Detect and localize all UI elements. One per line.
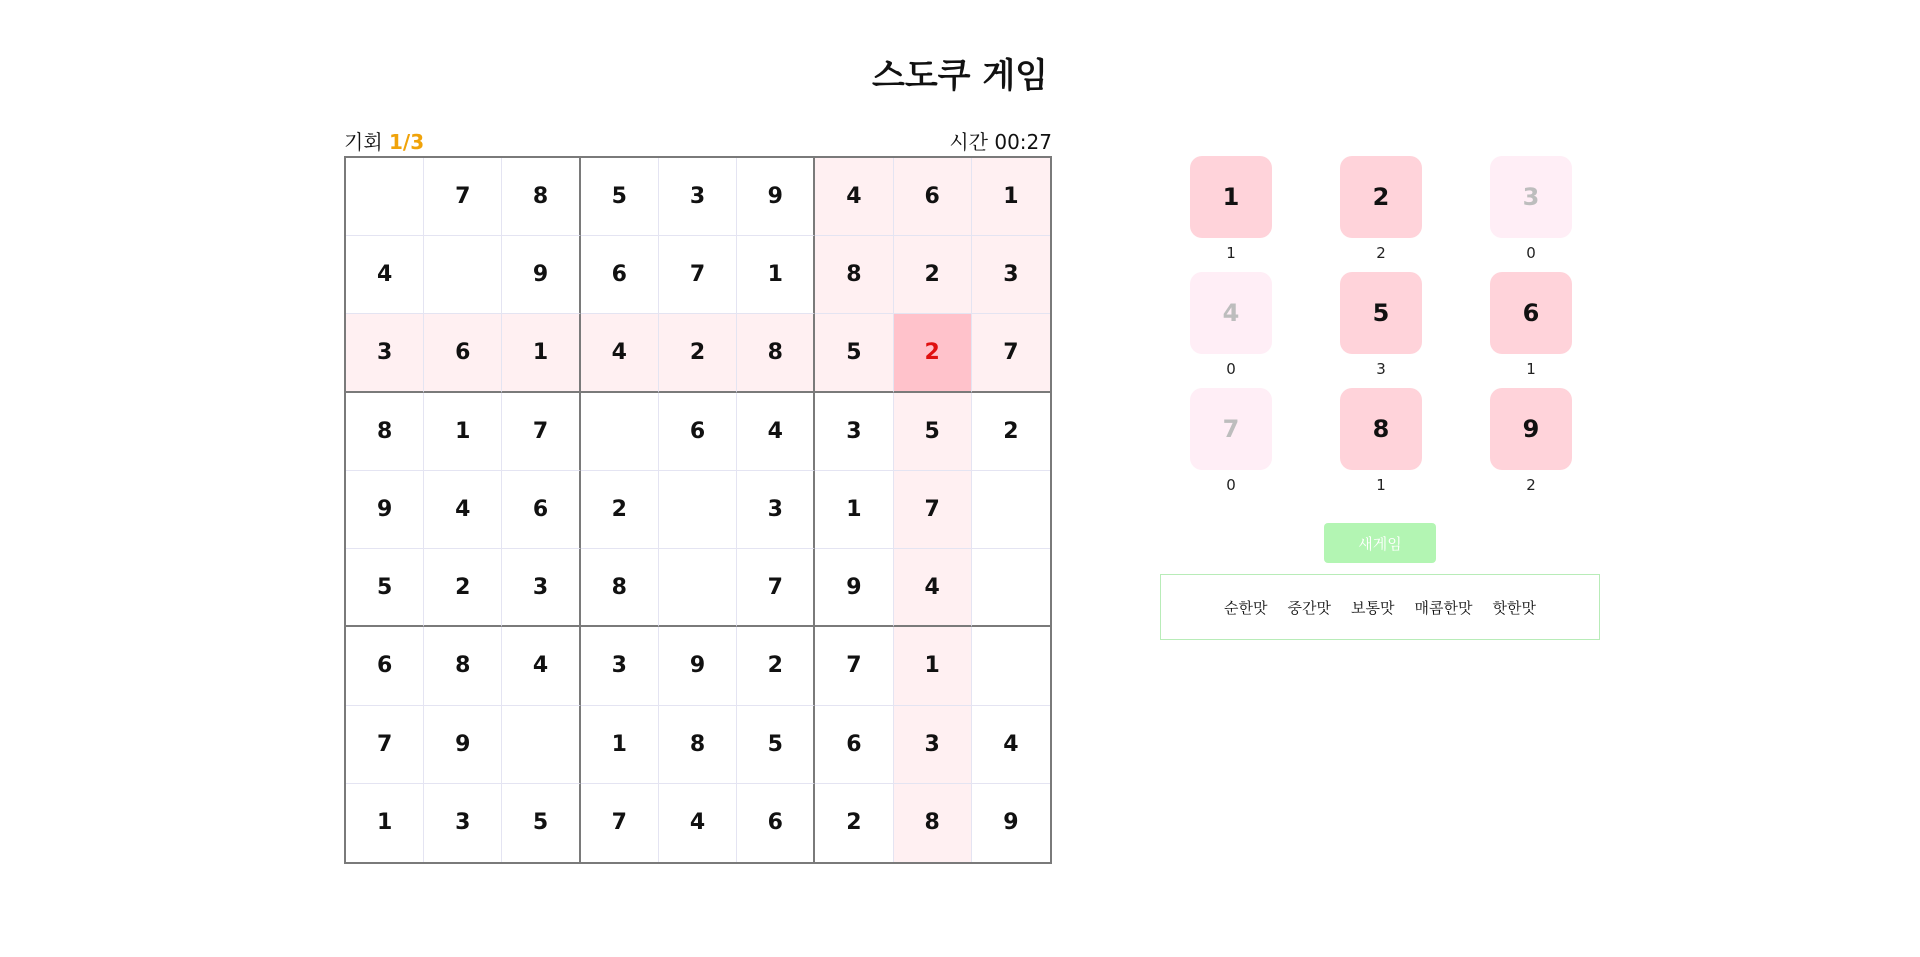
numpad-button-1[interactable]: 1 — [1190, 156, 1272, 238]
difficulty-option[interactable]: 중간맛 — [1287, 598, 1332, 617]
sudoku-cell[interactable]: 1 — [972, 158, 1050, 236]
numpad-button-4[interactable]: 4 — [1190, 272, 1272, 354]
new-game-button[interactable]: 새게임 — [1324, 523, 1436, 563]
page-title: 스도쿠 게임 — [871, 56, 1049, 96]
sudoku-cell[interactable]: 5 — [815, 314, 893, 392]
sudoku-cell[interactable] — [659, 471, 737, 549]
sudoku-cell[interactable]: 7 — [659, 236, 737, 314]
sudoku-cell[interactable]: 3 — [346, 314, 424, 392]
sudoku-cell[interactable]: 7 — [894, 471, 972, 549]
sudoku-cell[interactable]: 4 — [737, 393, 815, 471]
sudoku-cell[interactable]: 5 — [502, 784, 580, 862]
timer-label: 시간 — [949, 130, 988, 154]
sudoku-cell[interactable]: 6 — [502, 471, 580, 549]
numpad-button-9[interactable]: 9 — [1490, 388, 1572, 470]
sudoku-cell[interactable]: 9 — [502, 236, 580, 314]
sudoku-cell[interactable]: 9 — [424, 706, 502, 784]
sudoku-cell[interactable]: 6 — [894, 158, 972, 236]
sudoku-cell[interactable]: 4 — [424, 471, 502, 549]
sudoku-cell[interactable]: 7 — [424, 158, 502, 236]
sudoku-cell[interactable]: 7 — [972, 314, 1050, 392]
sudoku-cell[interactable]: 1 — [502, 314, 580, 392]
sudoku-cell[interactable] — [502, 706, 580, 784]
sudoku-cell[interactable]: 8 — [815, 236, 893, 314]
timer-status — [940, 126, 1052, 155]
sudoku-cell[interactable]: 2 — [737, 627, 815, 705]
sudoku-cell[interactable]: 1 — [737, 236, 815, 314]
sudoku-cell[interactable]: 5 — [581, 158, 659, 236]
numpad-button-5[interactable]: 5 — [1340, 272, 1422, 354]
numpad-item — [1340, 272, 1422, 378]
sudoku-cell[interactable] — [972, 471, 1050, 549]
sudoku-cell[interactable]: 3 — [581, 627, 659, 705]
numpad-button-8[interactable]: 8 — [1340, 388, 1422, 470]
sudoku-cell[interactable] — [972, 627, 1050, 705]
difficulty-option[interactable]: 보통맛 — [1351, 598, 1395, 617]
sudoku-cell[interactable]: 2 — [581, 471, 659, 549]
numpad-item — [1490, 156, 1572, 262]
numpad-button-6[interactable]: 6 — [1490, 272, 1572, 354]
sudoku-cell[interactable]: 1 — [581, 706, 659, 784]
numpad-item — [1340, 156, 1422, 262]
difficulty-option[interactable]: 핫한맛 — [1492, 598, 1536, 617]
numpad-remaining-count: 1 — [1376, 476, 1386, 494]
sudoku-cell[interactable] — [581, 393, 659, 471]
sudoku-cell[interactable]: 6 — [815, 706, 893, 784]
sudoku-cell[interactable]: 6 — [424, 314, 502, 392]
sudoku-cell[interactable]: 1 — [346, 784, 424, 862]
numpad-remaining-count: 3 — [1376, 360, 1386, 378]
sudoku-cell[interactable]: 4 — [659, 784, 737, 862]
sudoku-cell[interactable] — [972, 549, 1050, 627]
sudoku-cell[interactable]: 2 — [424, 549, 502, 627]
numpad-remaining-count: 2 — [1376, 244, 1386, 262]
timer-value: 00:27 — [994, 130, 1052, 154]
difficulty-option[interactable]: 매콤한맛 — [1414, 598, 1473, 617]
sudoku-cell[interactable]: 3 — [972, 236, 1050, 314]
numpad-item — [1340, 388, 1422, 494]
numpad-remaining-count: 0 — [1526, 244, 1536, 262]
sudoku-cell[interactable]: 2 — [894, 236, 972, 314]
numpad-button-2[interactable]: 2 — [1340, 156, 1422, 238]
difficulty-levels — [1160, 574, 1600, 640]
sudoku-cell[interactable]: 3 — [737, 471, 815, 549]
difficulty-option[interactable]: 순한맛 — [1224, 598, 1268, 617]
sudoku-cell[interactable]: 8 — [346, 393, 424, 471]
sudoku-cell[interactable] — [659, 549, 737, 627]
chances-label: 기회 — [344, 130, 383, 154]
numpad-item — [1190, 388, 1272, 494]
sudoku-cell[interactable]: 4 — [581, 314, 659, 392]
sudoku-cell[interactable]: 5 — [346, 549, 424, 627]
sudoku-cell[interactable]: 8 — [659, 706, 737, 784]
numpad-item — [1190, 156, 1272, 262]
sudoku-cell[interactable]: 8 — [737, 314, 815, 392]
chances-status — [344, 126, 424, 155]
numpad-item — [1490, 388, 1572, 494]
sudoku-cell[interactable]: 3 — [659, 158, 737, 236]
sudoku-cell[interactable]: 6 — [659, 393, 737, 471]
sudoku-cell[interactable]: 5 — [894, 393, 972, 471]
sudoku-cell[interactable]: 1 — [815, 471, 893, 549]
sudoku-cell[interactable]: 7 — [581, 784, 659, 862]
sudoku-cell[interactable]: 8 — [894, 784, 972, 862]
numpad-remaining-count: 1 — [1526, 360, 1536, 378]
sudoku-cell[interactable]: 6 — [346, 627, 424, 705]
numpad-item — [1190, 272, 1272, 378]
sudoku-cell[interactable]: 4 — [346, 236, 424, 314]
sudoku-cell[interactable]: 7 — [502, 393, 580, 471]
sudoku-cell[interactable]: 6 — [581, 236, 659, 314]
sudoku-cell[interactable]: 8 — [424, 627, 502, 705]
numpad-remaining-count: 1 — [1226, 244, 1236, 262]
numpad-button-7[interactable]: 7 — [1190, 388, 1272, 470]
sudoku-cell[interactable]: 4 — [502, 627, 580, 705]
sudoku-cell[interactable]: 7 — [346, 706, 424, 784]
sudoku-cell[interactable]: 2 — [659, 314, 737, 392]
sudoku-cell[interactable]: 4 — [815, 158, 893, 236]
sudoku-cell[interactable]: 9 — [737, 158, 815, 236]
numpad-remaining-count: 0 — [1226, 360, 1236, 378]
sudoku-cell[interactable]: 4 — [972, 706, 1050, 784]
sudoku-cell[interactable]: 3 — [502, 549, 580, 627]
sudoku-cell[interactable]: 3 — [815, 393, 893, 471]
sudoku-cell[interactable]: 9 — [972, 784, 1050, 862]
sudoku-cell[interactable]: 7 — [737, 549, 815, 627]
sudoku-cell[interactable] — [424, 236, 502, 314]
numpad-item — [1490, 272, 1572, 378]
sudoku-cell[interactable]: 3 — [424, 784, 502, 862]
sudoku-cell[interactable] — [346, 158, 424, 236]
sudoku-cell[interactable]: 9 — [659, 627, 737, 705]
sudoku-cell[interactable]: 1 — [424, 393, 502, 471]
sudoku-cell[interactable]: 7 — [815, 627, 893, 705]
sudoku-board — [344, 156, 1052, 864]
sudoku-cell[interactable]: 9 — [815, 549, 893, 627]
chances-value: 1/3 — [389, 130, 425, 154]
numpad-button-3[interactable]: 3 — [1490, 156, 1572, 238]
sudoku-cell[interactable]: 6 — [737, 784, 815, 862]
sudoku-cell[interactable]: 8 — [502, 158, 580, 236]
numpad-remaining-count: 0 — [1226, 476, 1236, 494]
sudoku-cell[interactable]: 4 — [894, 549, 972, 627]
sudoku-cell-selected[interactable]: 2 — [894, 314, 972, 392]
sudoku-cell[interactable]: 2 — [972, 393, 1050, 471]
numpad-remaining-count: 2 — [1526, 476, 1536, 494]
sudoku-cell[interactable]: 2 — [815, 784, 893, 862]
sudoku-cell[interactable]: 9 — [346, 471, 424, 549]
sudoku-cell[interactable]: 1 — [894, 627, 972, 705]
sudoku-cell[interactable]: 5 — [737, 706, 815, 784]
sudoku-cell[interactable]: 8 — [581, 549, 659, 627]
sudoku-cell[interactable]: 3 — [894, 706, 972, 784]
